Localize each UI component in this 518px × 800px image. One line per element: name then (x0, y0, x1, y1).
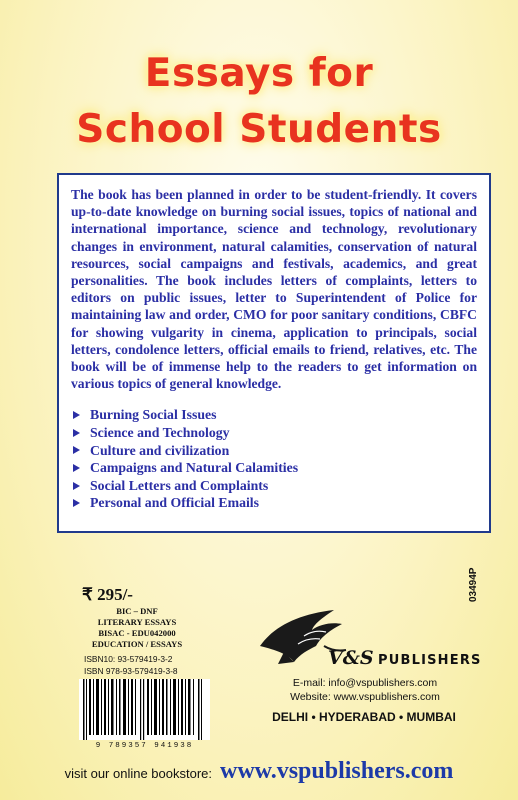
price-label: ₹ 295/- (82, 585, 133, 604)
list-item (71, 494, 477, 512)
product-code: 03494P (468, 567, 479, 602)
barcode (79, 679, 210, 740)
classification-line: LITERARY ESSAYS (97, 617, 177, 627)
footer (0, 758, 518, 800)
book-description: The book has been planned in order to be student-friendly. It covers up-to-date knowledge on burning social issues, topics of national and international importance, science and technology, revolutionary changes in environment, natural calamities, conservation of natural resources, social campaigns and festivals, academics, and great personalities. The book includes letters of complaints, letters to editors on public issues, letter to Superintendent of Police for maintaining law and order, CMO for poor sanitary conditions, CBFC for showing vulgarity in cinema, application to principals, social letters, condolence letters, official emails to friend, relatives, etc. The book will be of immense help to the readers to get information on various topics of general knowledge. (71, 187, 477, 392)
topic-label: Culture and civilization (90, 442, 230, 458)
triangle-bullet-icon (73, 411, 80, 419)
publisher-email: E-mail: info@vspublishers.com (292, 677, 438, 689)
isbn-10: ISBN10: 93-579419-3-2 (84, 654, 173, 664)
list-item (71, 477, 477, 495)
triangle-bullet-icon (73, 429, 80, 437)
list-item (71, 442, 477, 460)
triangle-bullet-icon (73, 482, 80, 490)
footer-text: visit our online bookstore: (64, 766, 213, 781)
topic-label: Science and Technology (90, 425, 230, 441)
barcode-bars-icon (79, 679, 210, 740)
publisher-logo (254, 606, 482, 670)
triangle-bullet-icon (73, 464, 80, 472)
triangle-bullet-icon (73, 446, 80, 454)
topic-label: Burning Social Issues (90, 407, 217, 423)
triangle-bullet-icon (73, 499, 80, 507)
publisher-website: Website: www.vspublishers.com (290, 690, 440, 703)
list-item (71, 459, 477, 477)
publisher-cities: DELHI • HYDERABAD • MUMBAI (272, 710, 456, 724)
publisher-contact (270, 677, 460, 704)
classification-line: BISAC - EDU042000 (98, 628, 176, 638)
classification-block (82, 606, 192, 650)
svg-text:V&S: V&S (328, 647, 374, 669)
bookstore-url: www.vspublishers.com (220, 758, 454, 784)
classification-line: BIC – DNF (116, 606, 158, 616)
topic-label: Social Letters and Complaints (90, 477, 269, 493)
topic-label: Personal and Official Emails (90, 495, 260, 511)
book-title-line-1: Essays for (144, 51, 374, 96)
list-item (71, 406, 477, 424)
barcode-digits: 9 789357 941938 (95, 742, 194, 750)
classification-line: EDUCATION / ESSAYS (91, 639, 183, 649)
topic-list (71, 406, 477, 512)
description-box (57, 173, 491, 533)
isbn-block (84, 654, 178, 677)
topic-label: Campaigns and Natural Calamities (90, 460, 299, 476)
isbn-13: ISBN 978-93-579419-3-8 (84, 665, 178, 676)
book-title-line-2: School Students (76, 107, 442, 152)
svg-text:PUBLISHERS: PUBLISHERS (378, 653, 482, 668)
eagle-logo-icon (254, 606, 482, 670)
list-item (71, 424, 477, 442)
